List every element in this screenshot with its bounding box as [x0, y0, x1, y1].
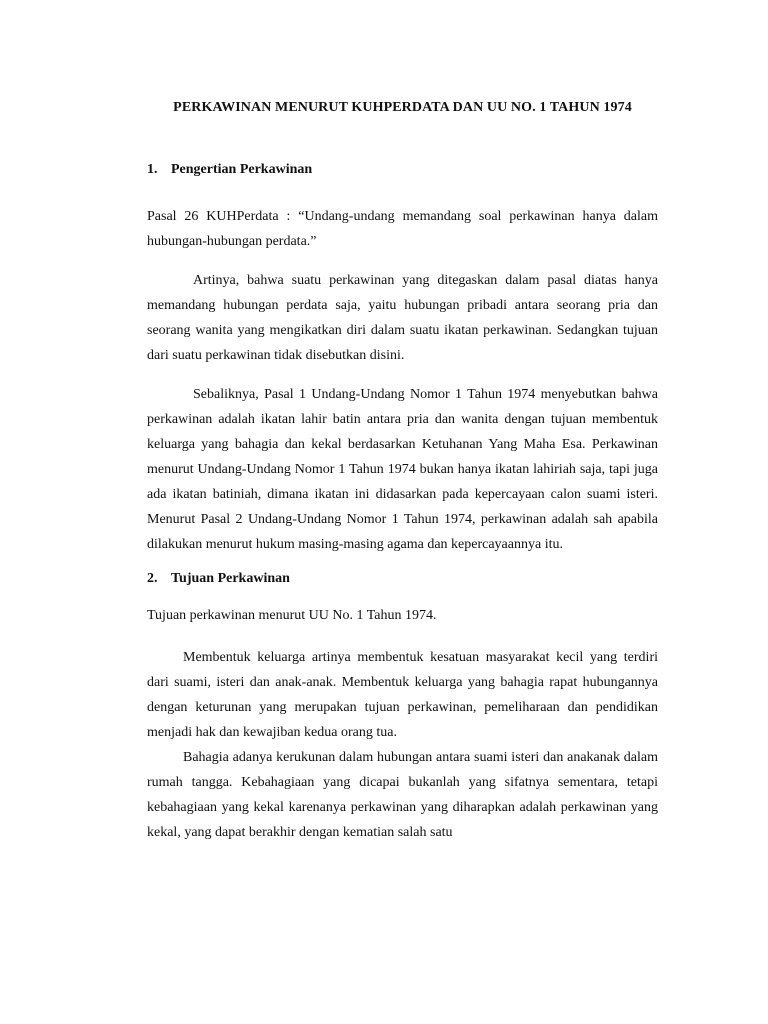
paragraph-artinya: Artinya, bahwa suatu perkawinan yang ditegaskan dalam pasal diatas hanya memandang hubungan perdata saja, yaitu hubungan pribadi antara seorang pria dan seorang wanita yang mengikatkan diri dalam suatu ikatan perkawinan. Sedangkan tujuan dari suatu perkawinan tidak disebutkan disini. — [147, 273, 658, 363]
section-heading-pengertian — [147, 162, 658, 178]
paragraph-pasal-26: Pasal 26 KUHPerdata : “Undang-undang memandang soal perkawinan hanya dalam hubungan-hubungan perdata.” — [147, 209, 658, 249]
section-number: 1. — [147, 162, 158, 177]
paragraph-bahagia: Bahagia adanya kerukunan dalam hubungan antara suami isteri dan anakanak dalam rumah tangga. Kebahagiaan yang dicapai bukanlah yang sifatnya sementara, tetapi kebahagiaan yang kekal karenanya perkawinan yang diharapkan adalah perkawinan yang kekal, yang dapat berakhir dengan kematian salah satu — [147, 750, 658, 840]
section-heading-tujuan — [147, 571, 658, 587]
paragraph-sebaliknya: Sebaliknya, Pasal 1 Undang-Undang Nomor 1 Tahun 1974 menyebutkan bahwa perkawinan adalah ikatan lahir batin antara pria dan wanita dengan tujuan membentuk keluarga yang bahagia dan kekal berdasarkan Ketuhanan Yang Maha Esa. Perkawinan menurut Undang-Undang Nomor 1 Tahun 1974 bukan hanya ikatan lahiriah saja, tapi juga ada ikatan batiniah, dimana ikatan ini didasarkan pada kepercayaan calon suami isteri. Menurut Pasal 2 Undang-Undang Nomor 1 Tahun 1974, perkawinan adalah sah apabila dilakukan menurut hukum masing-masing agama dan kepercayaannya itu. — [147, 387, 658, 552]
paragraph-tujuan-intro: Tujuan perkawinan menurut UU No. 1 Tahun 1974. — [147, 608, 437, 623]
document-title: PERKAWINAN MENURUT KUHPERDATA DAN UU NO. 1 TAHUN 1974 — [173, 100, 632, 115]
section-heading-text: Tujuan Perkawinan — [171, 571, 290, 586]
section-number: 2. — [147, 571, 158, 586]
paragraph-membentuk-keluarga: Membentuk keluarga artinya membentuk kesatuan masyarakat kecil yang terdiri dari suami, isteri dan anak-anak. Membentuk keluarga yang bahagia rapat hubungannya dengan keturunan yang merupakan tujuan perkawinan, pemeliharaan dan pendidikan menjadi hak dan kewajiban kedua orang tua. — [147, 650, 658, 740]
section-heading-text: Pengertian Perkawinan — [171, 162, 313, 177]
